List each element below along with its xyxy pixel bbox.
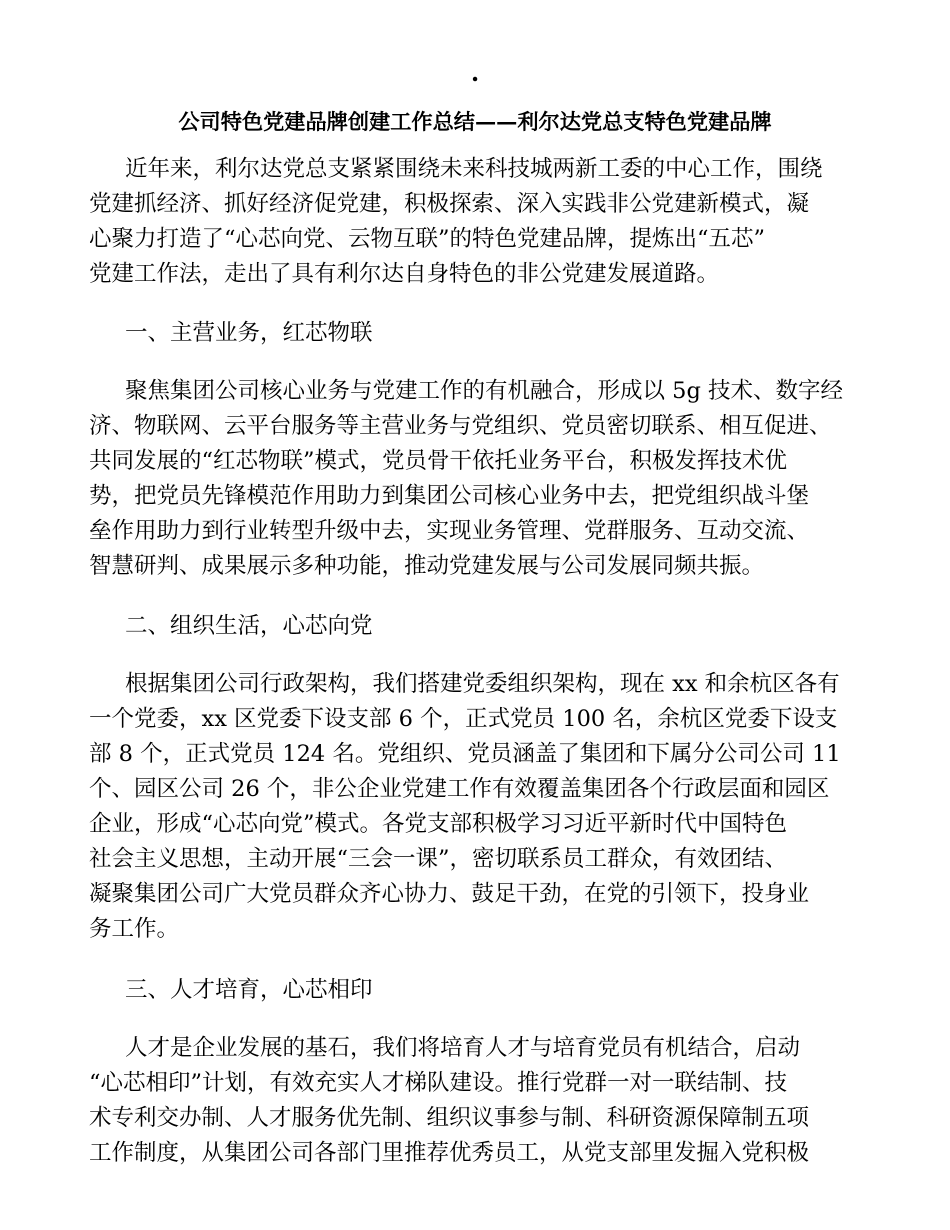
section1-line: 济、物联网、云平台服务等主营业务与党组织、党员密切联系、相互促进、 bbox=[89, 413, 832, 439]
section1-line: 垒作用助力到行业转型升级中去，实现业务管理、党群服务、互动交流、 bbox=[89, 518, 810, 544]
header-mark: . bbox=[470, 58, 480, 87]
section-heading-2: 二、组织生活，心芯向党 bbox=[125, 613, 373, 639]
intro-line: 党建工作法，走出了具有利尔达自身特色的非公党建发展道路。 bbox=[89, 261, 720, 287]
section2-line: 个、园区公司 26 个，非公企业党建工作有效覆盖集团各个行政层面和园区 bbox=[89, 776, 830, 802]
section2-line: 企业，形成“心芯向党”模式。各党支部积极学习习近平新时代中国特色 bbox=[89, 811, 788, 837]
intro-line: 心聚力打造了“心芯向党、云物互联”的特色党建品牌，提炼出“五芯” bbox=[89, 226, 766, 252]
section3-line: 工作制度，从集团公司各部门里推荐优秀员工，从党支部里发掘入党积极 bbox=[89, 1140, 810, 1166]
section2-line: 根据集团公司行政架构，我们搭建党委组织架构，现在 xx 和余杭区各有 bbox=[125, 671, 840, 697]
section2-line: 部 8 个，正式党员 124 名。党组织、党员涵盖了集团和下属分公司公司 11 bbox=[89, 741, 841, 767]
section1-line: 共同发展的“红芯物联”模式，党员骨干依托业务平台，积极发挥技术优 bbox=[89, 448, 788, 474]
section-heading-3: 三、人才培育，心芯相印 bbox=[125, 977, 373, 1003]
section1-line: 聚焦集团公司核心业务与党建工作的有机融合，形成以 5g 技术、数字经 bbox=[125, 378, 844, 404]
section2-line: 一个党委，xx 区党委下设支部 6 个，正式党员 100 名，余杭区党委下设支 bbox=[89, 706, 838, 732]
section2-line: 社会主义思想，主动开展“三会一课”，密切联系员工群众，有效团结、 bbox=[89, 846, 788, 872]
intro-line: 近年来，利尔达党总支紧紧围绕未来科技城两新工委的中心工作，围绕 bbox=[125, 156, 823, 182]
section3-line: 术专利交办制、人才服务优先制、组织议事参与制、科研资源保障制五项 bbox=[89, 1105, 810, 1131]
section2-line: 务工作。 bbox=[89, 916, 180, 942]
section2-line: 凝聚集团公司广大党员群众齐心协力、鼓足干劲，在党的引领下，投身业 bbox=[89, 881, 810, 907]
section3-line: 人才是企业发展的基石，我们将培育人才与培育党员有机结合，启动 bbox=[125, 1035, 801, 1061]
document-title: 公司特色党建品牌创建工作总结——利尔达党总支特色党建品牌 bbox=[178, 109, 772, 134]
section3-line: “心芯相印”计划，有效充实人才梯队建设。推行党群一对一联结制、技 bbox=[89, 1070, 788, 1096]
section1-line: 势，把党员先锋模范作用助力到集团公司核心业务中去，把党组织战斗堡 bbox=[89, 483, 810, 509]
intro-line: 党建抓经济、抓好经济促党建，积极探索、深入实践非公党建新模式，凝 bbox=[89, 191, 810, 217]
section1-line: 智慧研判、成果展示多种功能，推动党建发展与公司发展同频共振。 bbox=[89, 553, 765, 579]
section-heading-1: 一、主营业务，红芯物联 bbox=[125, 320, 373, 346]
